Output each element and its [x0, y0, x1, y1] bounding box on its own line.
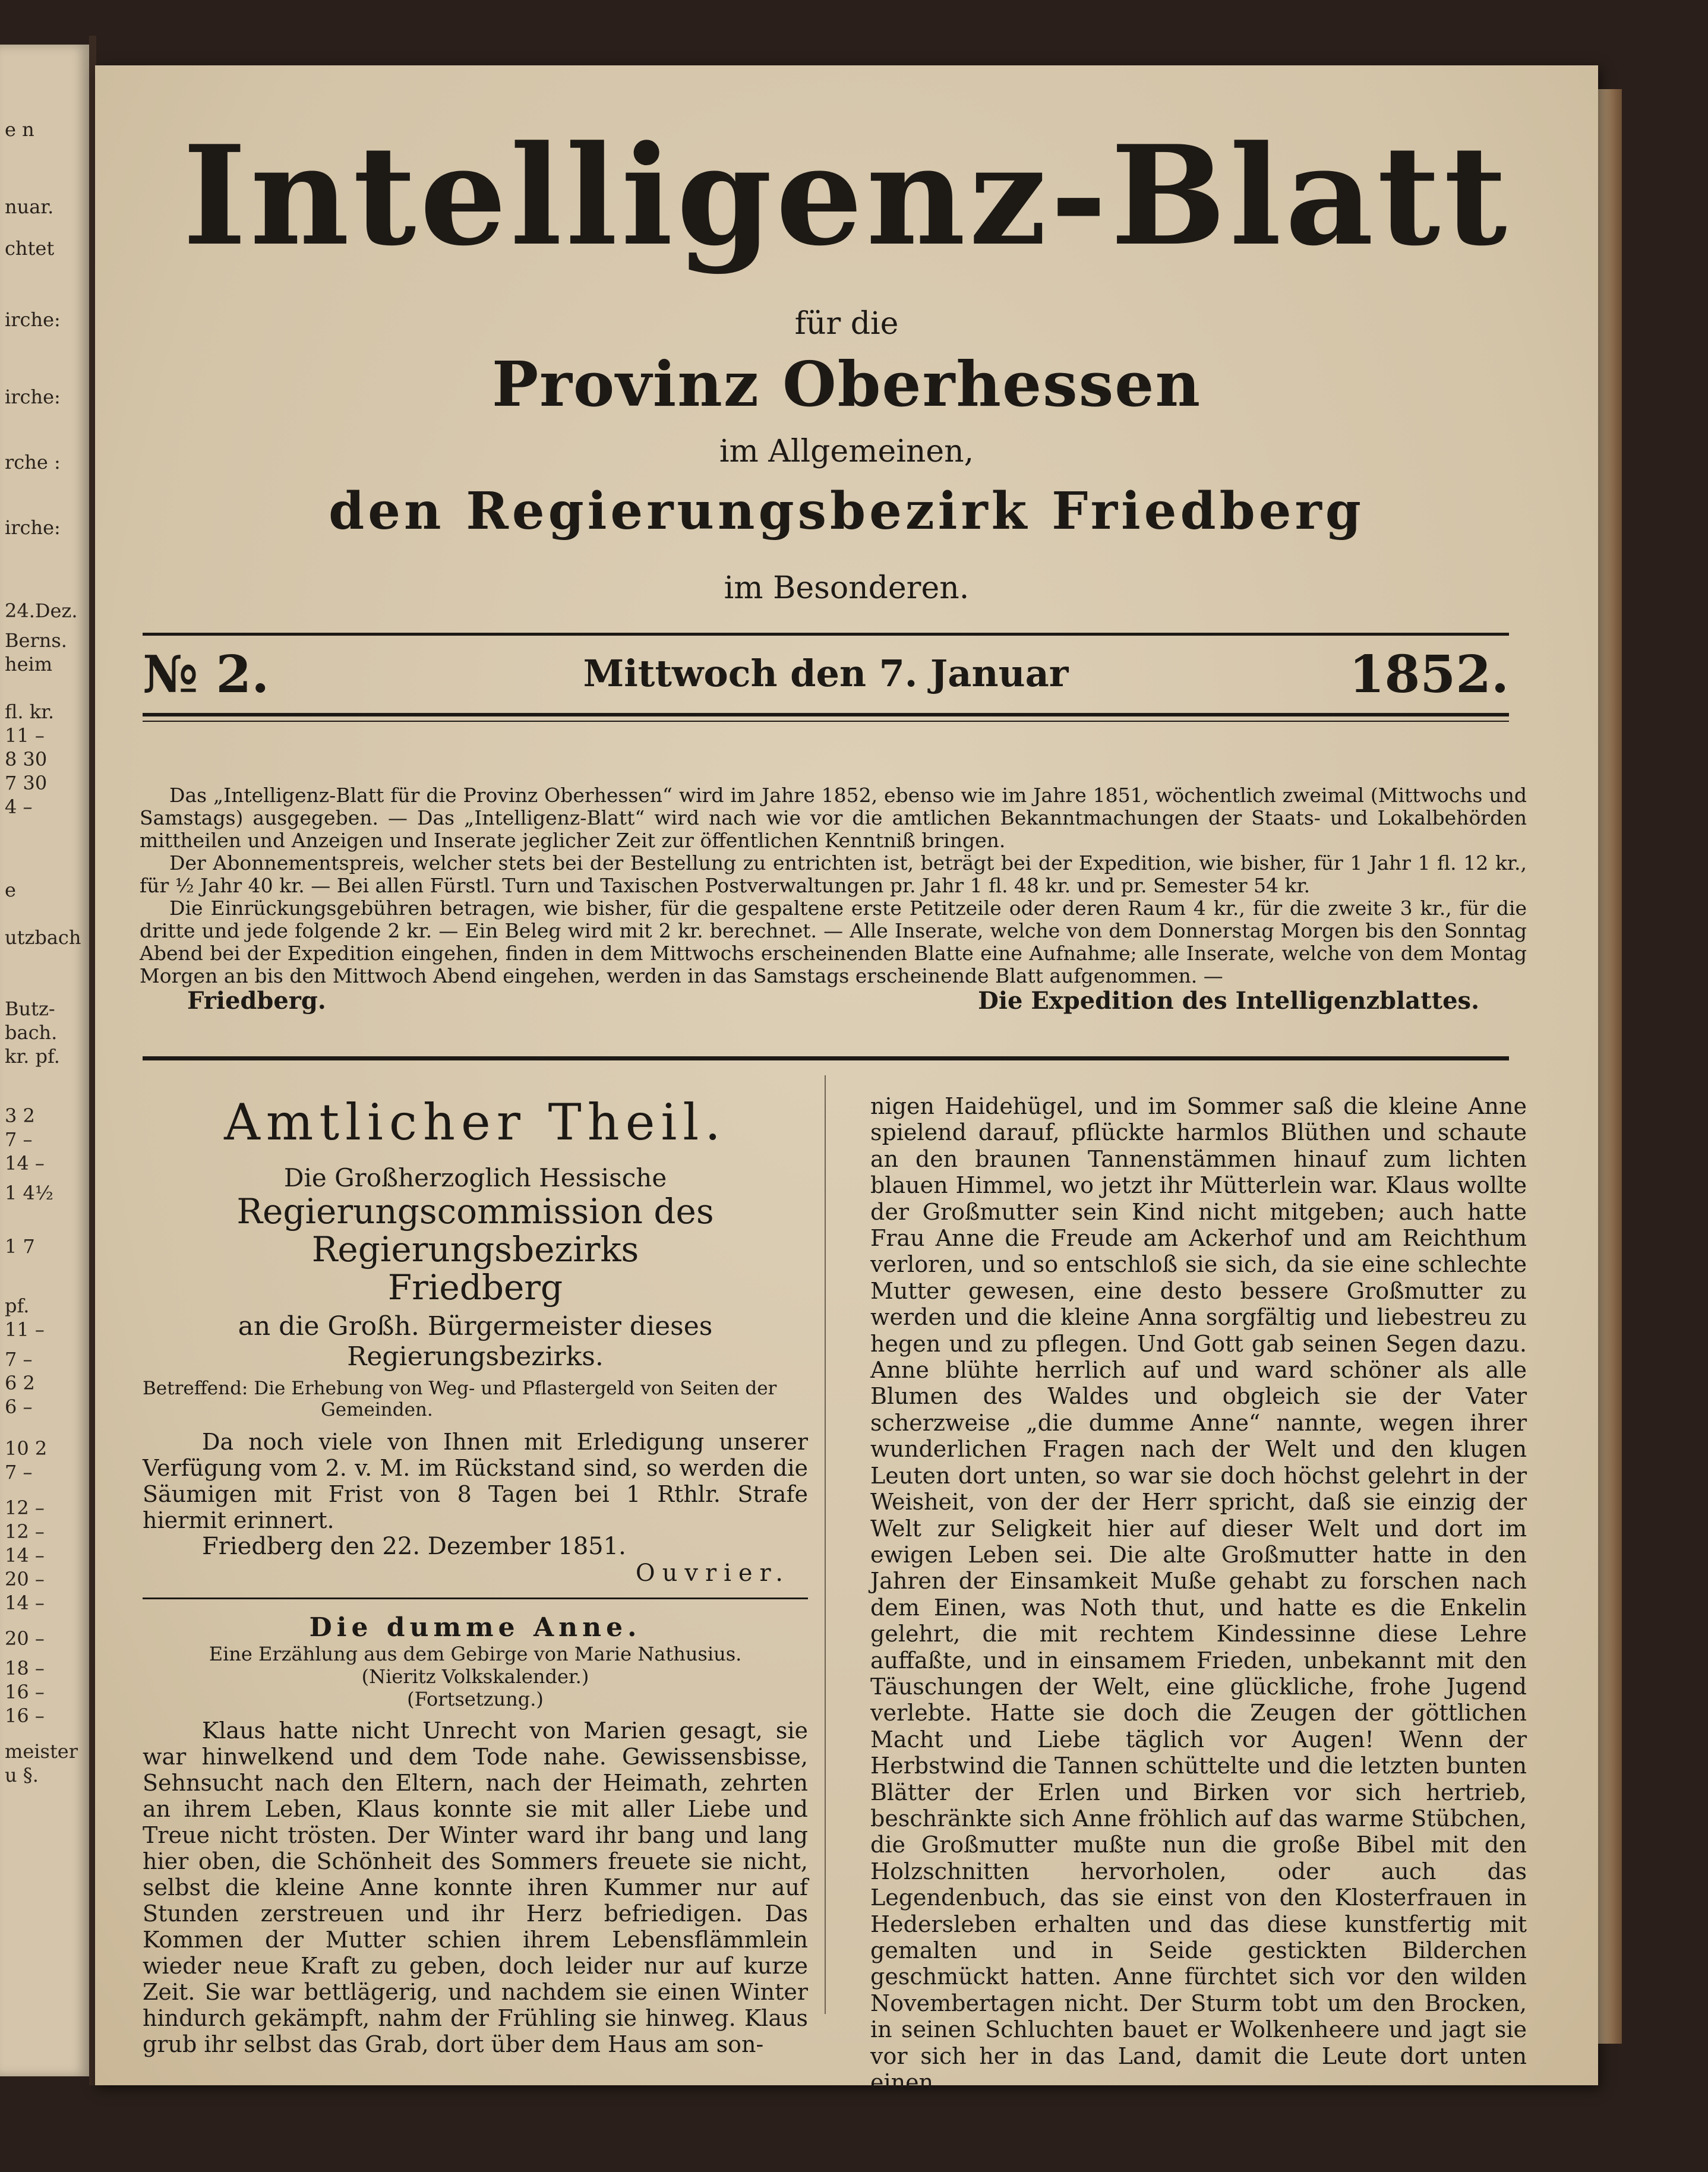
left-page-line: utzbach: [5, 926, 81, 949]
left-page-line: 6 –: [5, 1396, 33, 1418]
left-page-line: 11 –: [5, 724, 45, 747]
masthead-allgemein: im Allgemeinen,: [719, 434, 974, 469]
left-page-line: rche :: [5, 451, 61, 473]
left-page-line: meister: [5, 1740, 78, 1763]
masthead-besonderen: im Besonderen.: [724, 570, 970, 606]
left-page-line: u §.: [5, 1764, 39, 1786]
official-dateline: Friedberg den 22. Dezember 1851.: [202, 1533, 626, 1560]
publication-notice: [140, 784, 1527, 1015]
left-page-line: irche:: [5, 386, 61, 408]
official-betreff: Betreffend: Die Erhebung von Weg- und Pflastergeld von Seiten der Gemeinden.: [143, 1378, 777, 1420]
left-page-line: Butz-: [5, 997, 55, 1020]
notice-paragraph-3: Die Einrückungsgebühren betragen, wie bisher, für die gespaltene erste Petitzeile oder deren Raum 4 kr., für die zweite 3 kr., für die dritte und jede folgende 2 kr. — Ein Beleg wird mit 2 kr. berechnet. — Alle Inserate, welche von dem Donnerstag Morgen bis den Sonntag Abend bei der Expedition eingehen, finden in dem Mittwochs erscheinenden Blatte eine Aufnahme; alle Inserate, welche von dem Montag Morgen an bis den Mittwoch Abend eingehen, werden in das Samstags erscheinende Blatt aufgenommen. —: [140, 896, 1527, 987]
story-title: Die dumme Anne.: [309, 1612, 642, 1643]
issue-date: Mittwoch den 7. Januar: [583, 652, 1069, 695]
story-left-body: [143, 1718, 808, 2057]
masthead-title: Intelligenz-Blatt: [182, 116, 1511, 276]
left-page-line: bach.: [5, 1021, 58, 1044]
left-page-fragment: [0, 45, 91, 2076]
official-end-rule: [143, 1598, 808, 1599]
notice-paragraph-2: Der Abonnementspreis, welcher stets bei der Bestellung zu entrichten ist, beträgt bei der Expedition, wie bisher, für 1 Jahr 1 fl. 12 kr., für ½ Jahr 40 kr. — Bei allen Fürstl. Turn und Taxischen Postverwaltungen pr. Jahr 1 fl. 48 kr. und pr. Semester 54 kr.: [140, 851, 1527, 897]
official-line-3: Friedberg: [387, 1267, 563, 1308]
rule-double-1: [143, 713, 1509, 716]
left-page-line: 14 –: [5, 1544, 45, 1567]
left-page-line: 3 2: [5, 1104, 35, 1127]
left-page-line: chtet: [5, 237, 55, 260]
left-page-line: heim: [5, 653, 53, 675]
left-page-line: 16 –: [5, 1704, 45, 1727]
left-page-line: 20 –: [5, 1568, 45, 1590]
rule-double-2: [143, 721, 1509, 722]
newspaper-page: [95, 65, 1598, 2096]
left-page-line: 14 –: [5, 1152, 45, 1175]
left-page-line: 20 –: [5, 1627, 45, 1650]
story-subtitle: Eine Erzählung aus dem Gebirge von Marie Nathusius.: [209, 1643, 742, 1665]
masthead-regierungsbezirk: den Regierungsbezirk Friedberg: [329, 481, 1365, 541]
notice-place: Friedberg.: [187, 987, 326, 1015]
left-page-line: 11 –: [5, 1318, 45, 1341]
left-column: [143, 1093, 808, 2057]
left-page-line: 7 –: [5, 1461, 33, 1483]
right-column: [870, 1093, 1527, 2095]
issue-year: 1852.: [1349, 645, 1509, 705]
official-signature: Ouvrier.: [635, 1559, 790, 1587]
left-page-line: 4 –: [5, 795, 33, 818]
page-edge: [1598, 89, 1622, 2044]
official-line-1: Die Großherzoglich Hessische: [283, 1163, 667, 1192]
left-page-line: fl. kr.: [5, 700, 55, 723]
official-line-2: Regierungscommission des Regierungsbezirks: [236, 1191, 714, 1270]
official-body-text: Da noch viele von Ihnen mit Erledigung unserer Verfügung vom 2. v. M. im Rückstand sind, so werden die Säumigen mit Frist von 8 Tagen bei 1 Rthlr. Strafe hiermit erinnert.: [143, 1429, 808, 1533]
official-heading: Amtlicher Theil.: [224, 1093, 727, 1151]
left-page-line: irche:: [5, 308, 61, 331]
notice-footer: [140, 987, 1527, 1015]
masthead-provinz: Provinz Oberhessen: [491, 348, 1202, 421]
story-continuation: (Fortsetzung.): [407, 1688, 544, 1710]
issue-number: № 2.: [143, 645, 270, 705]
story-source: (Nieritz Volkskalender.): [361, 1665, 589, 1688]
story-right-text: nigen Haidehügel, und im Sommer saß die kleine Anne spielend darauf, pflückte harmlos Blüthen und schaute an den braunen Tannenstämmen hinauf zum lichten blauen Himmel, wo jetzt ihr Mütterlein war. Klaus wollte der Großmutter sein Kind nicht mitgeben; auch hatte Frau Anne die Freude am Ackerhof und am Reichthum verloren, und so entschloß sie sich, da sie eine schlechte Mutter gewesen, eine desto bessere Großmutter zu werden und die kleine Anna sorgfältig und liebestreu zu hegen und zu pflegen. Und Gott gab seinen Segen dazu. Anne blühte herrlich auf und ward schöner als alle Blumen des Waldes und obgleich sie der Vater scherzweise „die dumme Anne“ nannte, wegen ihrer wunderlichen Fragen nach der Welt und den klugen Leuten dort unten, so war sie doch höchst gelehrt in der Weisheit, von der der Herr spricht, daß sie einzig der Welt zur Seligkeit hier auf dieser Welt und dort im ewigen Leben sei. Die alte Großmutter hatte in den Jahren der Einsamkeit Muße gehabt zu forschen nach dem Einen, was Noth thut, und hatte es die Enkelin gelehrt, die mit rechtem Kindessinne diese Lehre auffaßte, und in einsamem Frieden, unbekannt mit den Täuschungen der Welt, eine glückliche, frohe Jugend verlebte. Hatte sie doch die Zeugen der göttlichen Macht und Liebe täglich vor Augen! Wenn der Herbstwind die Tannen schüttelte und die letzten bunten Blätter der Erlen und Birken vor sich hertrieb, beschränkte sich Anne fröhlich auf das warme Stübchen, die Großmutter mußte nun die große Bibel mit den Holzschnitten hervorholen, oder auch das Legendenbuch, das sie einst von den Klosterfrauen in Hedersleben erhalten und das diese kunstfertig mit gemalten und in Seide gestickten Bilderchen geschmückt hatten. Anne fürchtet sich vor den wilden Novembertagen nicht. Der Sturm tobt um den Brocken, in seinen Schluchten bauet er Wolkenheere und jagt sie vor sich her in das Land, damit die Leute dort unten einen: [870, 1093, 1527, 2096]
left-page-line: Berns.: [5, 629, 67, 652]
left-page-line: 7 –: [5, 1348, 33, 1371]
left-page-line: kr. pf.: [5, 1045, 60, 1068]
left-page-line: 18 –: [5, 1657, 45, 1679]
left-page-line: 7 –: [5, 1128, 33, 1151]
left-page-line: 14 –: [5, 1592, 45, 1614]
left-page-line: 1 7: [5, 1235, 35, 1258]
rule-section: [143, 1056, 1509, 1060]
left-page-line: pf.: [5, 1295, 30, 1317]
left-page-line: 7 30: [5, 772, 48, 794]
left-page-line: 8 30: [5, 748, 48, 771]
left-page-line: 1 4½: [5, 1182, 53, 1204]
left-page-line: 6 2: [5, 1372, 35, 1394]
left-page-line: e n: [5, 118, 34, 141]
rule-top: [143, 633, 1509, 636]
left-page-line: 16 –: [5, 1681, 45, 1703]
story-left-text: Klaus hatte nicht Unrecht von Marien gesagt, sie war hinwelkend und dem Tode nahe. Gewissensbisse, Sehnsucht nach den Eltern, nach der Heimath, zehrten an ihrem Leben, Klaus konnte sie mit aller Liebe und Treue nicht trösten. Der Winter ward ihr bang und lang hier oben, die Schönheit des Sommers freuete sie nicht, selbst die kleine Anne konnte ihren Kummer nur auf Stunden zerstreuen und ihr Herz befriedigen. Das Kommen der Mutter schien ihrem Lebensflämmlein wieder neue Kraft zu geben, doch leider nur auf kurze Zeit. Sie war bettlägerig, und nachdem sie einen Winter hindurch gekämpft, nahm der Frühling sie hinweg. Klaus grub ihr selbst das Grab, dort über dem Haus am son-: [143, 1718, 808, 2057]
notice-sender: Die Expedition des Intelligenzblattes.: [978, 987, 1479, 1015]
column-divider: [825, 1075, 826, 2014]
issue-row: [143, 645, 1509, 710]
masthead-fuer: für die: [794, 306, 899, 342]
official-line-4: an die Großh. Bürgermeister dieses Regierungsbezirks.: [238, 1311, 713, 1372]
left-page-line: 12 –: [5, 1520, 45, 1543]
left-page-line: 10 2: [5, 1437, 48, 1460]
left-page-line: nuar.: [5, 195, 54, 218]
left-page-line: 12 –: [5, 1497, 45, 1519]
official-body: [143, 1429, 808, 1559]
left-page-line: irche:: [5, 516, 61, 539]
left-page-line: 24.Dez.: [5, 599, 78, 622]
left-page-line: e: [5, 879, 16, 901]
notice-paragraph-1: Das „Intelligenz-Blatt für die Provinz Oberhessen“ wird im Jahre 1852, ebenso wie im Jahre 1851, wöchentlich zweimal (Mittwochs und Samstags) ausgegeben. — Das „Intelligenz-Blatt“ wird nach wie vor die amtlichen Bekanntmachungen der Staats- und Lokalbehörden mittheilen und Anzeigen und Inserate jeglicher Zeit zur öffentlichen Kenntniß bringen.: [140, 784, 1527, 852]
